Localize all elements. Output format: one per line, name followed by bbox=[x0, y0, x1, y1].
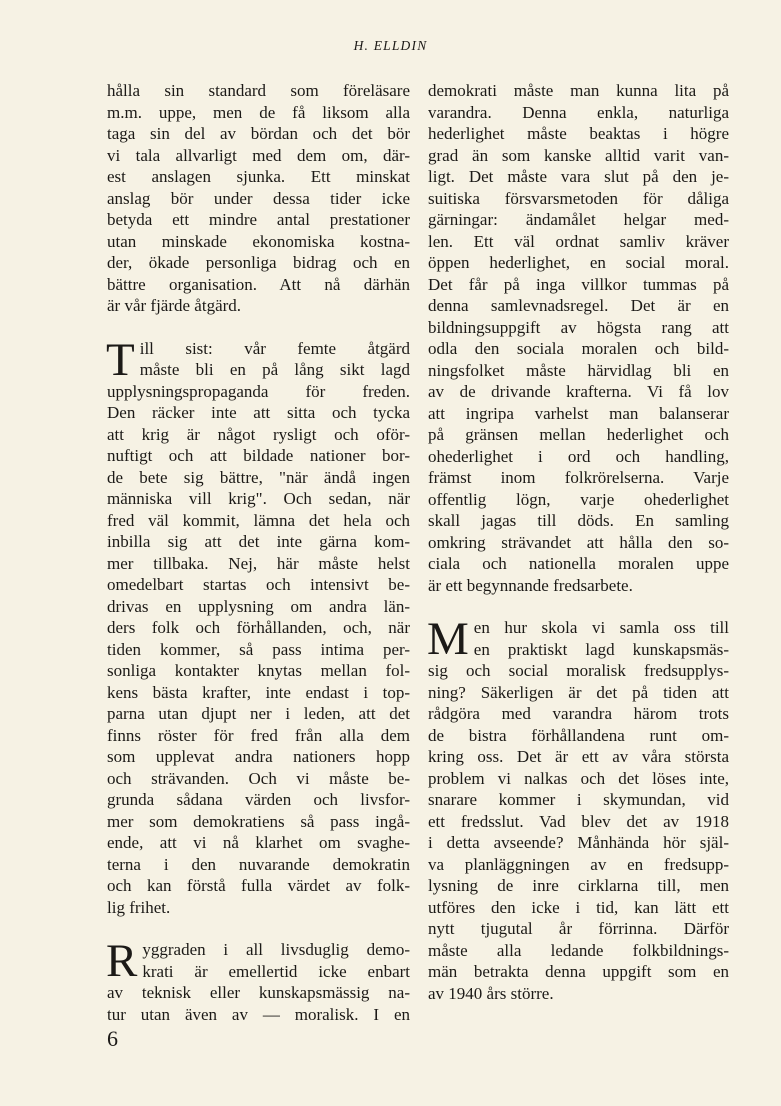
dropcap-lines bbox=[427, 613, 729, 665]
text-line: vi tala allvarligt med dem om, där- bbox=[107, 145, 410, 165]
text-line: parna utan djupt ner i leden, att det bbox=[107, 704, 410, 723]
text-line: yggraden i all livsduglig demo- bbox=[142, 940, 410, 959]
text-line: rådgöra med varandra härom trots bbox=[428, 704, 729, 723]
text-line: krati är emellertid icke enbart bbox=[142, 961, 410, 981]
text-line: tur utan även av — moralisk. I en bbox=[107, 1004, 410, 1024]
text-line: inbilla sig att det inte gärna kom- bbox=[107, 532, 410, 551]
paragraph bbox=[106, 333, 410, 919]
dropcap-block bbox=[106, 935, 410, 987]
text-line: len. Ett väl ordnat samliv kräver bbox=[428, 231, 729, 251]
text-line: der, ökade personliga bidrag och en bbox=[107, 253, 410, 272]
paragraph-body bbox=[107, 381, 410, 919]
text-line: snarare kommer i skymundan, vid bbox=[428, 790, 729, 809]
text-line: människa vill krig". Och sedan, när bbox=[107, 489, 410, 508]
paragraph bbox=[428, 80, 729, 596]
text-line: av de drivande krafterna. Vi få lov bbox=[428, 382, 729, 401]
text-line: grad än som kanske alltid varit van- bbox=[428, 145, 729, 165]
text-line: sig och social moralisk fredsupplys- bbox=[428, 661, 729, 680]
text-line: ligt. Det måste vara slut på den je- bbox=[428, 167, 729, 186]
text-line: finns röster för fred från alla dem bbox=[107, 725, 410, 745]
text-line: anslag bör under dessa tider icke bbox=[107, 188, 410, 208]
text-line: hålla sin standard som föreläsare bbox=[107, 81, 410, 100]
text-line: och strävanden. Och vi måste be- bbox=[107, 768, 410, 788]
paragraph bbox=[106, 935, 410, 1025]
paragraph bbox=[427, 613, 729, 1004]
left-column bbox=[107, 80, 410, 1046]
text-line: hederlighet måste beaktas i högre bbox=[428, 124, 729, 143]
text-line: omedelbart startas och intensivt be- bbox=[107, 575, 410, 594]
text-line: gärningar: ändamålet helgar med- bbox=[428, 210, 729, 229]
text-line: ill sist: vår femte åtgärd bbox=[139, 338, 410, 358]
text-line: tiden kommer, så pass intima per- bbox=[107, 639, 410, 659]
paragraph-body bbox=[107, 982, 410, 1025]
text-line: de bistra förhållandena runt om- bbox=[428, 725, 729, 745]
dropcap-lines bbox=[106, 333, 410, 386]
text-line: est anslagen sjunka. Ett minskat bbox=[107, 167, 410, 186]
text-line: denna samlevnadsregel. Det är en bbox=[428, 296, 729, 315]
drop-cap: T bbox=[106, 333, 135, 386]
text-line: omkring strävandet att hålla den so- bbox=[428, 532, 729, 552]
text-line: ohederlighet i ord och handling, bbox=[428, 446, 729, 466]
page-number: 6 bbox=[107, 1026, 118, 1051]
right-column bbox=[428, 80, 729, 1025]
text-line: en hur skola vi samla oss till bbox=[473, 618, 729, 637]
text-line: nytt tjugutal år förrinna. Därför bbox=[428, 919, 729, 938]
text-line: odla den sociala moralen och bild- bbox=[428, 339, 729, 358]
text-line: bildningsuppgift av högsta rang att bbox=[428, 317, 729, 337]
text-line: kring oss. Det är ett av våra största bbox=[428, 747, 729, 766]
text-line: i detta avseende? Månhända hör själ- bbox=[428, 833, 729, 852]
text-line: ning? Säkerligen är det på tiden att bbox=[428, 682, 729, 702]
text-line: måste alla ledande folkbildnings- bbox=[428, 940, 729, 960]
text-line: terna i den nuvarande demokratin bbox=[107, 854, 410, 874]
text-line: mer tillbaka. Nej, här måste helst bbox=[107, 553, 410, 573]
text-line: på gränsen mellan hederlighet och bbox=[428, 425, 729, 444]
text-line: problem vi nalkas och det löses inte, bbox=[428, 768, 729, 788]
text-line: betyda ett mindre antal prestationer bbox=[107, 210, 410, 229]
text-line: mer som demokratiens så pass ingå- bbox=[107, 811, 410, 831]
drop-cap: R bbox=[106, 935, 138, 987]
text-line: lig frihet. bbox=[107, 897, 171, 917]
text-line: ciala och nationella moralen uppe bbox=[428, 554, 729, 573]
text-line: grunda sådana värden och livsfor- bbox=[107, 790, 410, 809]
text-line: Det får på inga villkor tummas på bbox=[428, 274, 729, 294]
text-line: och kan förstå fulla värdet av folk- bbox=[107, 876, 410, 895]
text-line: m.m. uppe, men de få liksom alla bbox=[107, 102, 410, 122]
text-line: skall jagas till döds. En samling bbox=[428, 511, 729, 530]
text-line: va planläggningen av en fredsupp- bbox=[428, 854, 729, 874]
text-line: måste bli en på lång sikt lagd bbox=[139, 360, 410, 379]
text-line: män betrakta denna uppgift som en bbox=[428, 962, 729, 981]
text-line: Den räcker inte att sitta och tycka bbox=[107, 403, 410, 422]
text-line: drivas en upplysning om andra län- bbox=[107, 596, 410, 616]
text-line: upplysningspropaganda för freden. bbox=[107, 381, 410, 401]
text-line: är vår fjärde åtgärd. bbox=[107, 296, 242, 315]
text-line: bättre organisation. Att nå därhän bbox=[107, 274, 410, 294]
text-line: som upplevat andra nationers hopp bbox=[107, 747, 410, 766]
text-line: suitiska försvarsmetoden för dåliga bbox=[428, 188, 729, 208]
dropcap-block bbox=[427, 613, 729, 665]
text-line: utan minskade ekonomiska kostna- bbox=[107, 231, 410, 251]
text-line: sonliga kontakter knytas mellan fol- bbox=[107, 661, 410, 680]
text-line: öppen hederlighet, en social moral. bbox=[428, 253, 729, 272]
text-line: ders folk och förhållanden, och, när bbox=[107, 618, 410, 637]
text-line: främst inom folkrörelserna. Varje bbox=[428, 468, 729, 487]
text-line: en praktiskt lagd kunskapsmäs- bbox=[473, 639, 729, 659]
text-line: de bete sig bättre, "när ändå ingen bbox=[107, 467, 410, 487]
running-header: H. ELLDIN bbox=[353, 38, 428, 53]
text-line: av teknisk eller kunskapsmässig na- bbox=[107, 983, 410, 1002]
text-line: att ingripa varhelst man balanserar bbox=[428, 403, 729, 423]
paragraph-body bbox=[428, 660, 729, 1004]
text-line: ett fredsslut. Vad blev det av 1918 bbox=[428, 811, 729, 831]
text-line: är ett begynnande fredsarbete. bbox=[428, 575, 633, 595]
text-line: offentlig lögn, varje ohederlighet bbox=[428, 489, 729, 509]
drop-cap: M bbox=[427, 613, 469, 665]
text-line: taga sin del av bördan och det bör bbox=[107, 124, 410, 143]
text-line: av 1940 års större. bbox=[428, 983, 554, 1003]
text-line: kens bästa krafter, inte endast i top- bbox=[107, 682, 410, 702]
text-line: lysning de inre cirklarna till, men bbox=[428, 876, 729, 895]
text-line: fred väl kommit, lämna det hela och bbox=[107, 510, 410, 530]
text-line: att krig är något rysligt och oför- bbox=[107, 424, 410, 444]
text-line: utföres den icke i tid, kan lätt ett bbox=[428, 897, 729, 917]
dropcap-lines bbox=[106, 935, 410, 987]
text-line: varandra. Denna enkla, naturliga bbox=[428, 102, 729, 122]
text-line: demokrati måste man kunna lita på bbox=[428, 81, 729, 100]
text-line: ende, att vi nå klarhet om svaghe- bbox=[107, 833, 410, 852]
dropcap-block bbox=[106, 333, 410, 386]
paragraph bbox=[107, 80, 410, 317]
text-line: nuftigt och att bildade nationer bor- bbox=[107, 446, 410, 465]
text-line: ningsfolket måste härvidlag bli en bbox=[428, 360, 729, 380]
